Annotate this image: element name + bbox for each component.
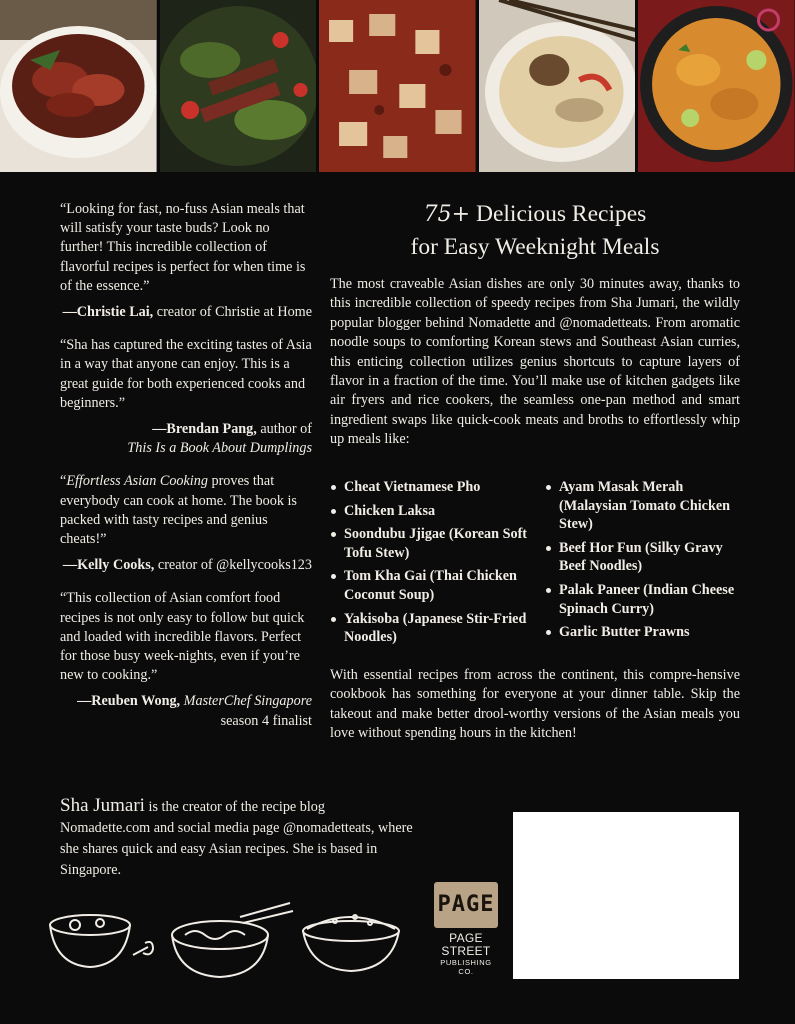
publisher-stamp: PAGE: [434, 882, 498, 928]
recipe-item: Chicken Laksa: [330, 502, 535, 521]
recipe-list: [330, 478, 750, 652]
testimonial-role: creator of Christie at Home: [153, 304, 312, 321]
testimonial-role: creator of @kellycooks123: [154, 557, 312, 574]
publisher-subname: PUBLISHING CO.: [440, 958, 492, 976]
testimonial-quote-rest: proves that everybody can cook at home. The book is packed with tasty recipes and genius cheats!”: [60, 473, 297, 548]
testimonial-quote: “This collection of Asian comfort food recipes is not only easy to follow but quick and loaded with incredible flavors. Perfect for those busy week-nights, even if you’re new to cooking.”: [60, 590, 305, 684]
recipe-item: Beef Hor Fun (Silky Gravy Beef Noodles): [545, 539, 750, 576]
book-title-italic: Effortless Asian Cooking: [66, 473, 208, 490]
testimonial-attribution: [60, 692, 312, 730]
author-name: Sha Jumari: [60, 795, 145, 816]
testimonial-author: —Kelly Cooks,: [62, 557, 155, 574]
glazed-pork-bowl-photo: [0, 0, 157, 172]
recipe-item: Garlic Butter Prawns: [545, 623, 750, 642]
soup-bowl-doodle-icon: [50, 915, 153, 967]
headline-line1: Delicious Recipes: [470, 201, 647, 227]
testimonial-role: season 4 finalist: [220, 712, 312, 729]
headline: [330, 198, 740, 264]
recipe-item: Ayam Masak Merah (Malaysian Tomato Chicken Stew): [545, 478, 750, 534]
testimonial-quote: “Sha has captured the exciting tastes of Asia in a way that anyone can enjoy. This is a great guide for both experienced cooks and beginners.”: [60, 337, 312, 411]
noodle-bowl-doodle-icon: [172, 903, 293, 977]
testimonial-attribution: [60, 420, 312, 458]
testimonial-author: —Christie Lai,: [62, 304, 154, 321]
recipe-item: Cheat Vietnamese Pho: [330, 478, 535, 497]
testimonial-author: —Brendan Pang,: [152, 421, 257, 438]
testimonial-author: —Reuben Wong,: [77, 693, 181, 710]
recipe-item: Soondubu Jjigae (Korean Soft Tofu Stew): [330, 525, 535, 562]
testimonial-quote: “Looking for fast, no-fuss Asian meals that will satisfy your taste buds? Look no further! This incredible collection of flavorful recipes is perfect for when time is of the essence.”: [60, 201, 306, 294]
publisher-logo: [434, 882, 498, 976]
testimonial-role: author of: [256, 421, 312, 438]
barcode-area: [513, 812, 739, 979]
recipe-list-right: [545, 478, 750, 652]
mapo-tofu-photo: [319, 0, 476, 172]
testimonial-attribution: [60, 303, 312, 322]
publisher-name: PAGE STREET: [441, 931, 491, 958]
recipe-item: Yakisoba (Japanese Stir-Fried Noodles): [330, 610, 535, 647]
recipe-count: 75+: [423, 202, 471, 227]
author-bio-text: is the creator of the recipe blog Nomadette.com and social media page @nomadetteats, where she shares quick and easy Asian recipes. She is based in Singapore.: [60, 799, 413, 878]
recipe-item: Tom Kha Gai (Thai Chicken Coconut Soup): [330, 567, 535, 604]
recipe-item: Palak Paneer (Indian Cheese Spinach Curry): [545, 581, 750, 618]
food-doodles: [45, 895, 425, 985]
biryani-photo: [638, 0, 795, 172]
recipe-list-left: [330, 478, 535, 652]
testimonial-quote: “Effortless Asian Cooking proves that everybody can cook at home. The book is packed with tasty recipes and genius cheats!”: [60, 473, 297, 548]
outro-paragraph: With essential recipes from across the continent, this compre-hensive cookbook has something for everyone at your dinner table. Skip the takeout and make better drool-worthy versions of the Asian meals you love without spending hours in the kitchen!: [330, 667, 740, 742]
headline-line2: for Easy Weeknight Meals: [410, 234, 660, 260]
testimonial-attribution: [60, 556, 312, 575]
testimonial-work: This Is a Book About Dumplings: [127, 440, 312, 457]
testimonials-column: [60, 200, 312, 745]
noodle-soup-photo: [479, 0, 636, 172]
steak-salad-photo: [160, 0, 317, 172]
rice-bowl-doodle-icon: [303, 915, 399, 971]
author-bio: [60, 795, 415, 881]
testimonial-work: MasterChef Singapore: [183, 693, 312, 710]
food-photo-strip: [0, 0, 795, 172]
intro-paragraph: The most craveable Asian dishes are only 30 minutes away, thanks to this incredible collection of speedy recipes from Sha Jumari, the wildly popular blogger behind Nomadette and @nomadetteats. From aromatic noodle soups to comforting Korean stews and Southeast Asian curries, this enticing collection utilizes genius shortcuts to capture layers of flavor in a fraction of the time. You’ll make use of kitchen gadgets like air fryers and rice cookers, the seamless one-pan method and smart ingredient swaps like quick-cook meats and broths to effortlessly whip up meals like:: [330, 276, 740, 448]
